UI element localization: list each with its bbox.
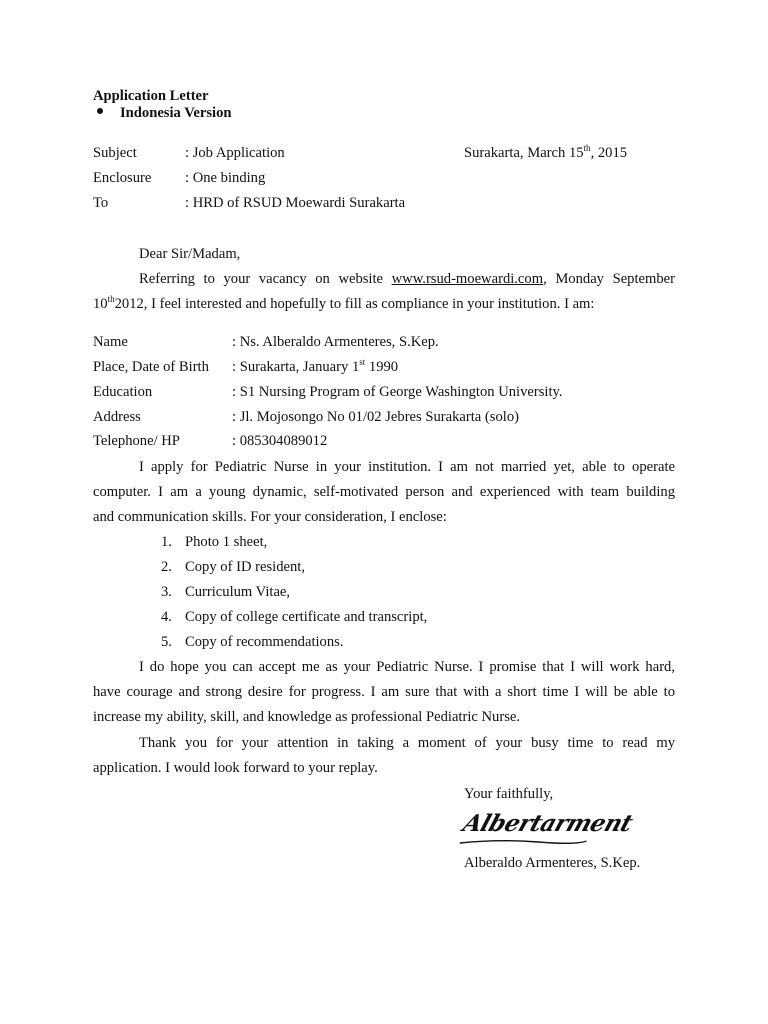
- list-number: 3.: [161, 584, 172, 600]
- list-number: 5.: [161, 634, 172, 650]
- para1-line-1: I apply for Pediatric Nurse in your institution. I am not married yet, able to operate: [139, 459, 675, 475]
- name-value: : Ns. Alberaldo Armenteres, S.Kep.: [232, 334, 439, 350]
- signer-name: Alberaldo Armenteres, S.Kep.: [464, 855, 641, 871]
- list-number: 1.: [161, 534, 172, 550]
- list-item: Photo 1 sheet,: [185, 534, 268, 550]
- list-item: Curriculum Vitae,: [185, 584, 291, 600]
- para3-line-1: Thank you for your attention in taking a moment of your busy time to read my: [139, 735, 675, 751]
- para1-line-3: and communication skills. For your consideration, I enclose:: [93, 509, 447, 525]
- signature-underline: [457, 838, 590, 846]
- education-label: Education: [93, 384, 153, 400]
- para2-line-1: I do hope you can accept me as your Pediatric Nurse. I promise that I will work hard,: [139, 659, 675, 675]
- para3-line-2: application. I would look forward to your replay.: [93, 760, 378, 776]
- birth-label: Place, Date of Birth: [93, 359, 209, 375]
- telephone-value: : 085304089012: [232, 433, 328, 449]
- name-label: Name: [93, 334, 128, 350]
- to-value: : HRD of RSUD Moewardi Surakarta: [185, 195, 406, 211]
- bullet-icon: [97, 108, 103, 114]
- para2-line-3: increase my ability, skill, and knowledge as professional Pediatric Nurse.: [93, 709, 521, 725]
- subject-label: Subject: [93, 145, 137, 161]
- subject-value: : Job Application: [185, 145, 285, 161]
- intro-line-2: 10th2012, I feel interested and hopefully to fill as compliance in your institution. I am:: [93, 294, 595, 312]
- closing: Your faithfully,: [464, 786, 554, 802]
- website-link[interactable]: www.rsud-moewardi.com: [391, 271, 544, 287]
- letter-heading: Application Letter: [93, 88, 209, 104]
- list-number: 2.: [161, 559, 172, 575]
- enclosure-value: : One binding: [185, 170, 266, 186]
- salutation: Dear Sir/Madam,: [139, 246, 241, 262]
- list-item: Copy of college certificate and transcript,: [185, 609, 428, 625]
- birth-value: : Surakarta, January 1st 1990: [232, 357, 399, 375]
- letter-date: Surakarta, March 15th, 2015: [464, 143, 628, 161]
- intro-line-1: Referring to your vacancy on website www.rsud-moewardi.com, Monday September: [139, 271, 675, 287]
- education-value: : S1 Nursing Program of George Washington University.: [232, 384, 563, 400]
- list-number: 4.: [161, 609, 172, 625]
- para1-line-2: computer. I am a young dynamic, self-motivated person and experienced with team building: [93, 484, 675, 500]
- address-label: Address: [93, 409, 141, 425]
- enclosure-label: Enclosure: [93, 170, 152, 186]
- list-item: Copy of ID resident,: [185, 559, 305, 575]
- to-label: To: [93, 195, 109, 211]
- para2-line-2: have courage and strong desire for progress. I am sure that with a short time I will be able to: [93, 684, 675, 700]
- list-item: Copy of recommendations.: [185, 634, 344, 650]
- telephone-label: Telephone/ HP: [93, 433, 180, 449]
- address-value: : Jl. Mojosongo No 01/02 Jebres Surakarta (solo): [232, 409, 519, 425]
- version-label: Indonesia Version: [120, 105, 232, 121]
- signature: Albertarment: [460, 810, 636, 838]
